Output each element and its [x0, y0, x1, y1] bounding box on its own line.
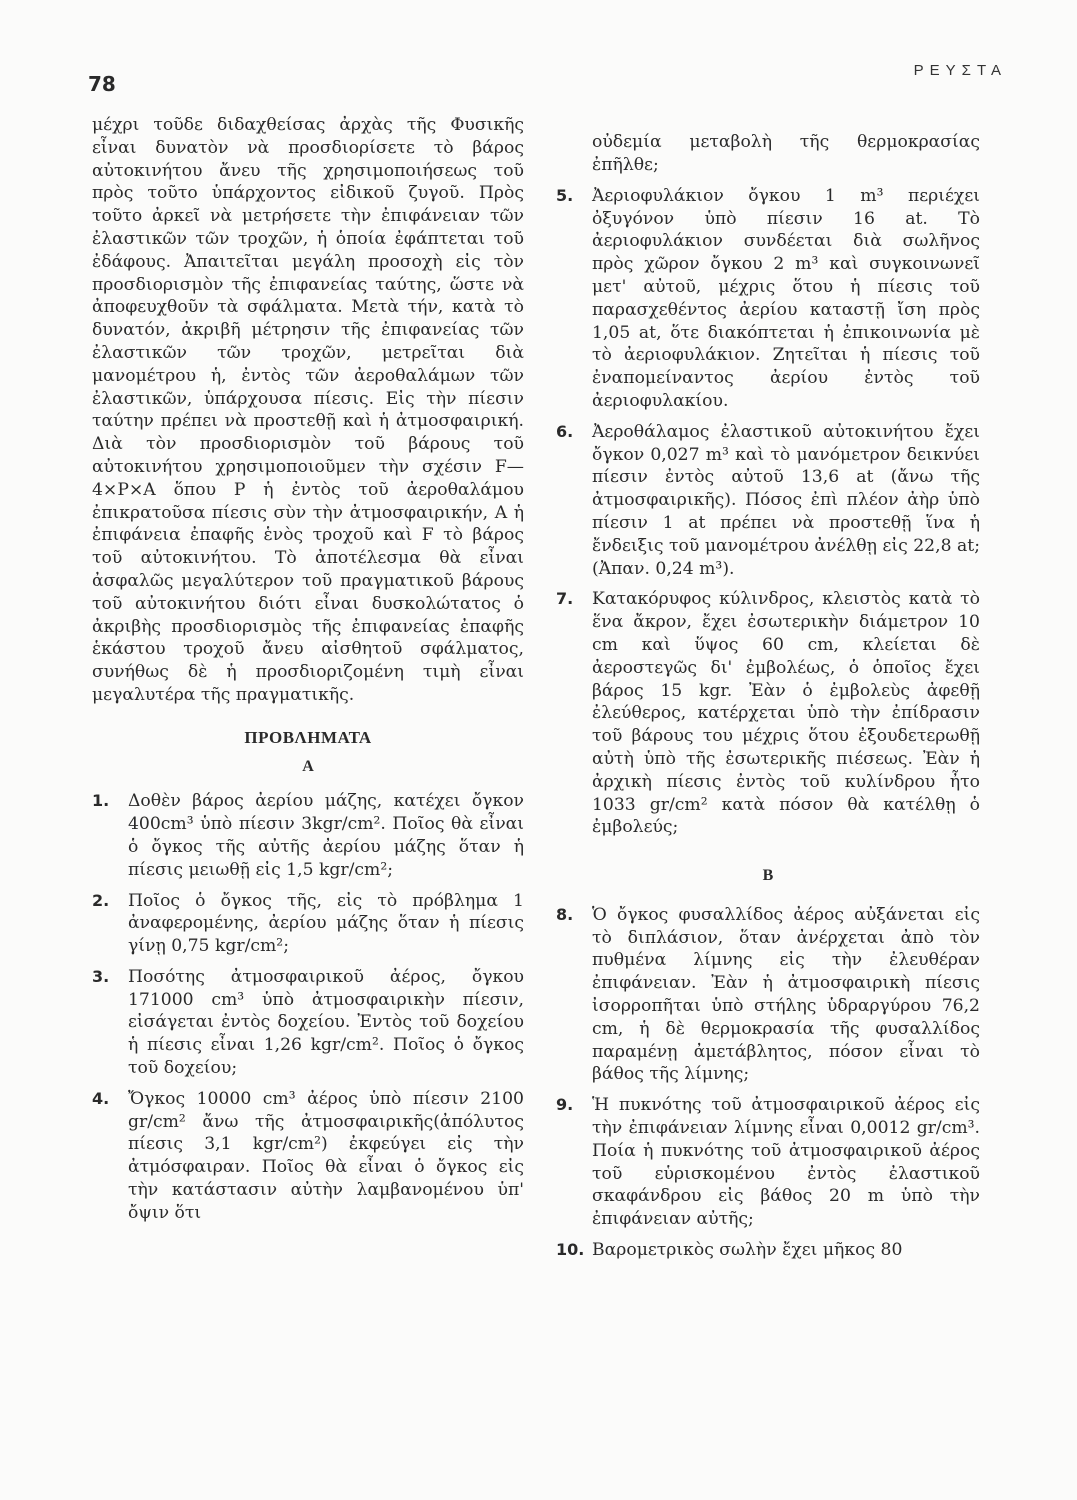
problem-number: 10. [556, 1240, 585, 1260]
problem-text: Ἀεροθάλαμος ἐλαστικοῦ αὐτοκινήτου ἔχει ὄγκον 0,027 m³ καὶ τὸ μανόμετρον δεικνύει πίεσιν ἐντὸς αὐτοῦ 13,6 at (ἄνω τῆς ἀτμοσφαιρικῆς). Πόσος ἐπὶ πλέον ἀὴρ ὑπὸ πίεσιν 1 at πρέπει νὰ προστεθῇ ἵνα ἡ ἔνδειξις τοῦ μανομέτρου ἀνέλθῃ εἰς 22,8 at; (Ἀπαν. 0,24 m³). [592, 421, 980, 579]
problem-text: Ὁ ὄγκος φυσαλλίδος ἀέρος αὐξάνεται εἰς τὸ διπλάσιον, ὅταν ἀνέρχεται ἀπὸ τὸν πυθμένα λίμνης εἰς τὴν ἐλευθέραν ἐπιφάνειαν. Ἐὰν ἡ ἀτμοσφαιρικὴ πίεσις ἰσορροπῆται ὑπὸ στήλης ὑδραργύρου 76,2 cm, ἡ δὲ θερμοκρασία τῆς φυσαλλίδος παραμένῃ ἀμετάβλητος, πόσον εἶναι τὸ βάθος τῆς λίμνης; [592, 904, 980, 1085]
group-b-heading: Β [762, 867, 774, 885]
problem-item [556, 1239, 980, 1262]
right-column [556, 114, 980, 1270]
page-number: 78 [88, 72, 116, 96]
problem-item [92, 966, 524, 1080]
problem-number: 2. [92, 890, 110, 910]
problem-item [92, 790, 524, 881]
problem-number: 7. [556, 589, 574, 609]
problem-text: Ποσότης ἀτμοσφαιρικοῦ ἀέρος, ὄγκου 171000 cm³ ὑπὸ ἀτμοσφαιρικὴν πίεσιν, εἰσάγεται ἐντὸς δοχείου. Ἐντὸς τοῦ δοχείου ἡ πίεσις εἶναι 1,26 kgr/cm². Ποῖος ὁ ὄγκος τοῦ δοχείου; [128, 966, 524, 1079]
problem-item [556, 588, 980, 839]
problem-text: Ὄγκος 10000 cm³ ἀέρος ὑπὸ πίεσιν 2100 gr/cm² ἄνω τῆς ἀτμοσφαιρικῆς(ἀπόλυτος πίεσις 3,1 kgr/cm²) ἐκφεύγει εἰς τὴν ἀτμόσφαιραν. Ποῖος θὰ εἶναι ὁ ὄγκος εἰς τὴν κατάστασιν αὐτὴν λαμβανομένου ὑπ' ὄψιν ὅτι [128, 1088, 524, 1223]
problem-item [556, 904, 980, 1086]
problem-number: 3. [92, 966, 110, 986]
problem-number: 9. [556, 1095, 574, 1115]
running-head: ΡΕΥΣΤΑ [913, 62, 1007, 79]
problem-text: Ποῖος ὁ ὄγκος τῆς, εἰς τὸ πρόβλημα 1 ἀναφερομένης, ἀερίου μάζης ὅταν ἡ πίεσις γίνῃ 0,75 kgr/cm²; [128, 890, 524, 957]
problem-text: Δοθὲν βάρος ἀερίου μάζης, κατέχει ὄγκον 400cm³ ὑπὸ πίεσιν 3kgr/cm². Ποῖος θὰ εἶναι ὁ ὄγκος τῆς αὐτῆς ἀερίου μάζης ὅταν ἡ πίεσις μειωθῇ εἰς 1,5 kgr/cm²; [128, 791, 524, 880]
problem-text: Βαρομετρικὸς σωλὴν ἔχει μῆκος 80 [592, 1240, 903, 1261]
problem-item [556, 1094, 980, 1231]
problem-number: 6. [556, 421, 574, 441]
problem-number: 4. [92, 1088, 110, 1108]
body-paragraph: μέχρι τοῦδε διδαχθείσας ἀρχὰς τῆς Φυσικῆς εἶναι δυνατὸν νὰ προσδιορίσετε τὸ βάρος αὐτοκινήτου ἄνευ τῆς χρησιμοποιήσεως τοῦ πρὸς τοῦτο ὑπάρχοντος εἰδικοῦ ζυγοῦ. Πρὸς τοῦτο ἀρκεῖ νὰ μετρήσετε τὴν ἐπιφάνειαν τῶν ἐλαστικῶν τῶν τροχῶν, ἡ ὁποία ἐφάπτεται τοῦ ἐδάφους. Ἀπαιτεῖται μεγάλη προσοχὴ εἰς τὸν προσδιορισμὸν τῆς ἐπιφανείας ταύτης, ὥστε νὰ ἀποφευχθοῦν τὰ σφάλματα. Μετὰ τήν, κατὰ τὸ δυνατόν, ἀκριβῆ μέτρησιν τῆς ἐπιφανείας τῶν ἐλαστικῶν τῶν τροχῶν, μετρεῖται διὰ μανομέτρου ἡ, ἐντὸς τῶν ἀεροθαλάμων τῶν ἐλαστικῶν, ὑπάρχουσα πίεσις. Εἰς τὴν πίεσιν ταύτην πρέπει νὰ προστεθῇ καὶ ἡ ἀτμοσφαιρική. Διὰ τὸν προσδιορισμὸν τοῦ βάρους τοῦ αὐτοκινήτου χρησιμοποιοῦμεν τὴν σχέσιν F—4×P×A ὅπου P ἡ ἐντὸς τοῦ ἀεροθαλάμου ἐπικρατοῦσα πίεσις σὺν τὴν ἀτμοσφαιρικήν, A ἡ ἐπιφάνεια ἐπαφῆς ἑνὸς τροχοῦ καὶ F τὸ βάρος τοῦ αὐτοκινήτου. Τὸ ἀποτέλεσμα θὰ εἶναι ἀσφαλῶς μεγαλύτερον τοῦ πραγματικοῦ βάρους τοῦ αὐτοκινήτου διότι εἶναι δυσκολώτατος ὁ ἀκριβὴς προσδιορισμὸς τῆς ἐπιφανείας ἐπαφῆς ἑκάστου τροχοῦ ἄνευ αἰσθητοῦ σφάλματος, συνήθως δὲ ἡ προσδιοριζομένη τιμὴ εἶναι μεγαλυτέρα τῆς πραγματικῆς. [92, 115, 524, 705]
problem-text: Ἀεριοφυλάκιον ὄγκου 1 m³ περιέχει ὀξυγόνον ὑπὸ πίεσιν 16 at. Τὸ ἀεριοφυλάκιον συνδέεται διὰ σωλῆνος πρὸς χῶρον ὄγκου 2 m³ καὶ συγκοινωνεῖ μετ' αὐτοῦ, μέχρις ὅτου ἡ πίεσις τοῦ παρασχεθέντος ἀερίου καταστῇ ἴση πρὸς 1,05 at, ὅτε διακόπτεται ἡ ἐπικοινωνία μὲ τὸ ἀεριοφυλάκιον. Ζητεῖται ἡ πίεσις τοῦ ἐναπομείναντος ἀερίου ἐντὸς τοῦ ἀεριοφυλακίου. [592, 185, 980, 411]
problem-text: Κατακόρυφος κύλινδρος, κλειστὸς κατὰ τὸ ἕνα ἄκρον, ἔχει ἐσωτερικὴν διάμετρον 10 cm καὶ ὕψος 60 cm, κλείεται δὲ ἀεροστεγῶς δι' ἐμβολέως, ὁ ὁποῖος ἔχει βάρος 15 kgr. Ἐὰν ὁ ἐμβολεὺς ἀφεθῇ ἐλεύθερος, κατέρχεται ὑπὸ τὴν ἐπίδρασιν τοῦ βάρους του μέχρις ὅτου ἐξουδετερωθῇ αὐτὴ ὑπὸ τῆς ἐσωτερικῆς πιέσεως. Ἐὰν ἡ ἀρχικὴ πίεσις ἐντὸς τοῦ κυλίνδρου ἦτο 1033 gr/cm² κατὰ πόσον θὰ κατέλθῃ ὁ ἐμβολεύς; [592, 589, 980, 838]
problem-continuation: οὐδεμία μεταβολὴ τῆς θερμοκρασίας ἐπῆλθε; [592, 132, 980, 175]
problem-text: Ἡ πυκνότης τοῦ ἀτμοσφαιρικοῦ ἀέρος εἰς τὴν ἐπιφάνειαν λίμνης εἶναι 0,0012 gr/cm³. Ποία ἡ πυκνότης τοῦ ἀτμοσφαιρικοῦ ἀέρος τοῦ εὑρισκομένου ἐντὸς ἐλαστικοῦ σκαφάνδρου εἰς βάθος 20 m ὑπὸ τὴν ἐπιφάνειαν αὐτῆς; [592, 1095, 980, 1230]
problem-item [556, 185, 980, 413]
problem-number: 5. [556, 185, 574, 205]
section-heading: ΠΡΟΒΛΗΜΑΤΑ [244, 727, 372, 747]
group-a-heading: Α [302, 757, 314, 775]
problem-item [92, 890, 524, 958]
problem-number: 8. [556, 904, 574, 924]
problem-number: 1. [92, 791, 110, 811]
problem-item [556, 421, 980, 581]
problem-item [92, 1088, 524, 1225]
left-column [92, 114, 524, 1233]
